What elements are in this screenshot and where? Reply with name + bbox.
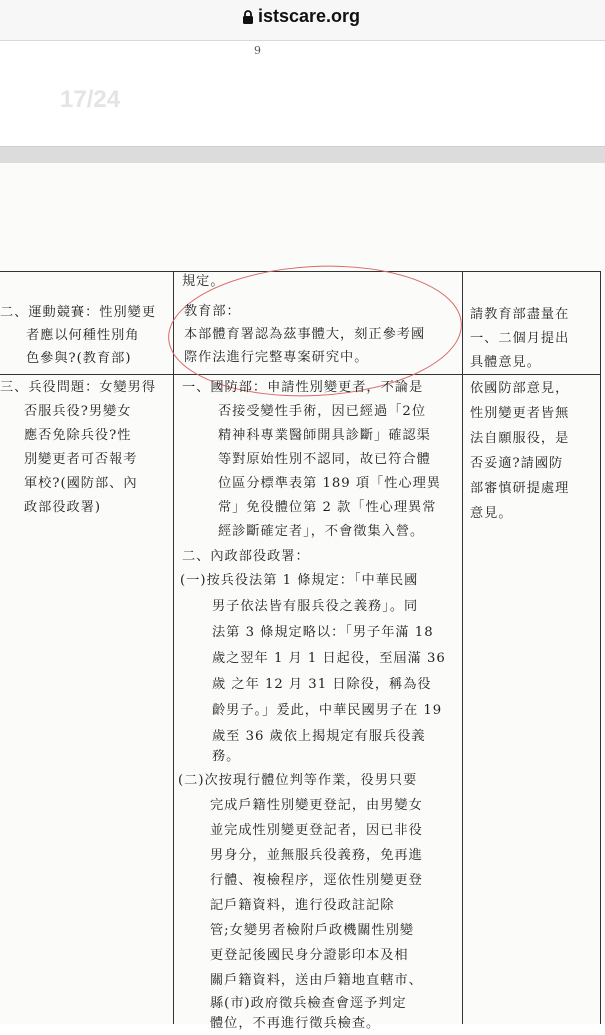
row2-response: (二)次按現行體位判等作業，役男只要 xyxy=(178,773,418,788)
row2-response: 男身分，並無服兵役義務，免再進 xyxy=(210,848,423,863)
row2-response: 並完成性別變更登記者，因已非役 xyxy=(210,823,423,838)
row2-response: 常」免役體位第 2 款「性心理異常 xyxy=(218,500,437,515)
page-separator xyxy=(0,146,605,164)
row1-response: 本部體育署認為茲事體大，刻正參考國 xyxy=(184,327,426,342)
row2-issue: 軍校?(國防部、內 xyxy=(24,476,138,491)
row2-comment: 法自願服役，是 xyxy=(470,431,570,446)
page-count-indicator: 17/24 xyxy=(60,86,121,113)
row1-comment: 具體意見。 xyxy=(470,355,541,370)
browser-address-bar[interactable] xyxy=(0,0,605,41)
row2-response: 關戶籍資料，送由戶籍地直轄市、 xyxy=(210,973,423,988)
row1-response: 際作法進行完整專案研究中。 xyxy=(184,350,369,365)
table-column-divider xyxy=(173,271,174,1024)
row2-response: 二、內政部役政署： xyxy=(182,549,310,564)
row2-response: 務。 xyxy=(212,749,241,764)
row2-response: 法第 3 條規定略以：「男子年滿 18 xyxy=(212,625,434,640)
url-text[interactable]: istscare.org xyxy=(258,6,361,26)
row2-issue: 否服兵役?男變女 xyxy=(24,404,132,419)
row2-response: 行體、複檢程序，逕依性別變更登 xyxy=(210,873,423,888)
row2-response: 歲 之年 12 月 31 日除役，稱為役 xyxy=(212,677,432,692)
row2-comment: 依國防部意見， xyxy=(470,381,570,396)
row2-response: 體位，不再進行徵兵檢查。 xyxy=(210,1016,381,1031)
page-number: 9 xyxy=(254,44,261,57)
row2-response: 否接受變性手術，因已經過「2位 xyxy=(218,404,427,419)
row2-issue: 應否免除兵役?性 xyxy=(24,428,132,443)
row2-issue: 政部役政署) xyxy=(24,500,102,515)
partial-row-text: 規定。 xyxy=(182,274,225,289)
row1-comment: 一、二個月提出 xyxy=(470,331,570,346)
table-border-right xyxy=(600,271,601,1024)
row2-response: 更登記後國民身分證影印本及相 xyxy=(210,948,409,963)
row1-response: 教育部： xyxy=(184,304,241,319)
row2-issue: 三、兵役問題：女變男得 xyxy=(0,380,157,395)
row2-response: 管;女變男者檢附戶政機關性別變 xyxy=(210,923,415,938)
row2-comment: 意見。 xyxy=(470,506,513,521)
row1-issue: 色參與?(教育部) xyxy=(26,351,132,366)
table-column-divider xyxy=(462,271,463,1024)
row2-response: 歲至 36 歲依上揭規定有服兵役義 xyxy=(212,729,426,744)
row1-issue: 者應以何種性別角 xyxy=(26,328,140,343)
row2-response: 齡男子。」爰此，中華民國男子在 19 xyxy=(212,703,443,718)
row2-response: 記戶籍資料，進行役政註記除 xyxy=(210,898,395,913)
row2-comment: 否妥適?請國防 xyxy=(470,456,564,471)
row2-response: 經診斷確定者」，不會徵集入營。 xyxy=(218,524,425,539)
row2-response: 縣(市)政府徵兵檢查會逕予判定 xyxy=(210,996,407,1011)
row2-response: 位區分標準表第 189 項「性心理異 xyxy=(218,476,441,491)
row2-response: 一、國防部：申請性別變更者，不論是 xyxy=(182,380,424,395)
row2-response: 精神科專業醫師開具診斷」確認渠 xyxy=(218,428,431,443)
row2-comment: 部審慎研提處理 xyxy=(470,481,570,496)
row2-response: 歲之翌年 1 月 1 日起役，至屆滿 36 xyxy=(212,651,446,666)
row1-comment: 請教育部盡量在 xyxy=(470,307,570,322)
row2-response: 男子依法皆有服兵役之義務」。同 xyxy=(212,599,419,614)
row2-issue: 別變更者可否報考 xyxy=(24,452,138,467)
row1-issue: 二、運動競賽：性別變更 xyxy=(0,305,157,320)
row2-response: 等對原始性別不認同，故已符合體 xyxy=(218,452,431,467)
row2-response: 完成戶籍性別變更登記，由男變女 xyxy=(210,798,423,813)
row2-comment: 性別變更者皆無 xyxy=(470,406,570,421)
row2-response: (一)按兵役法第 1 條規定：「中華民國 xyxy=(180,573,419,588)
lock-icon xyxy=(242,10,254,24)
